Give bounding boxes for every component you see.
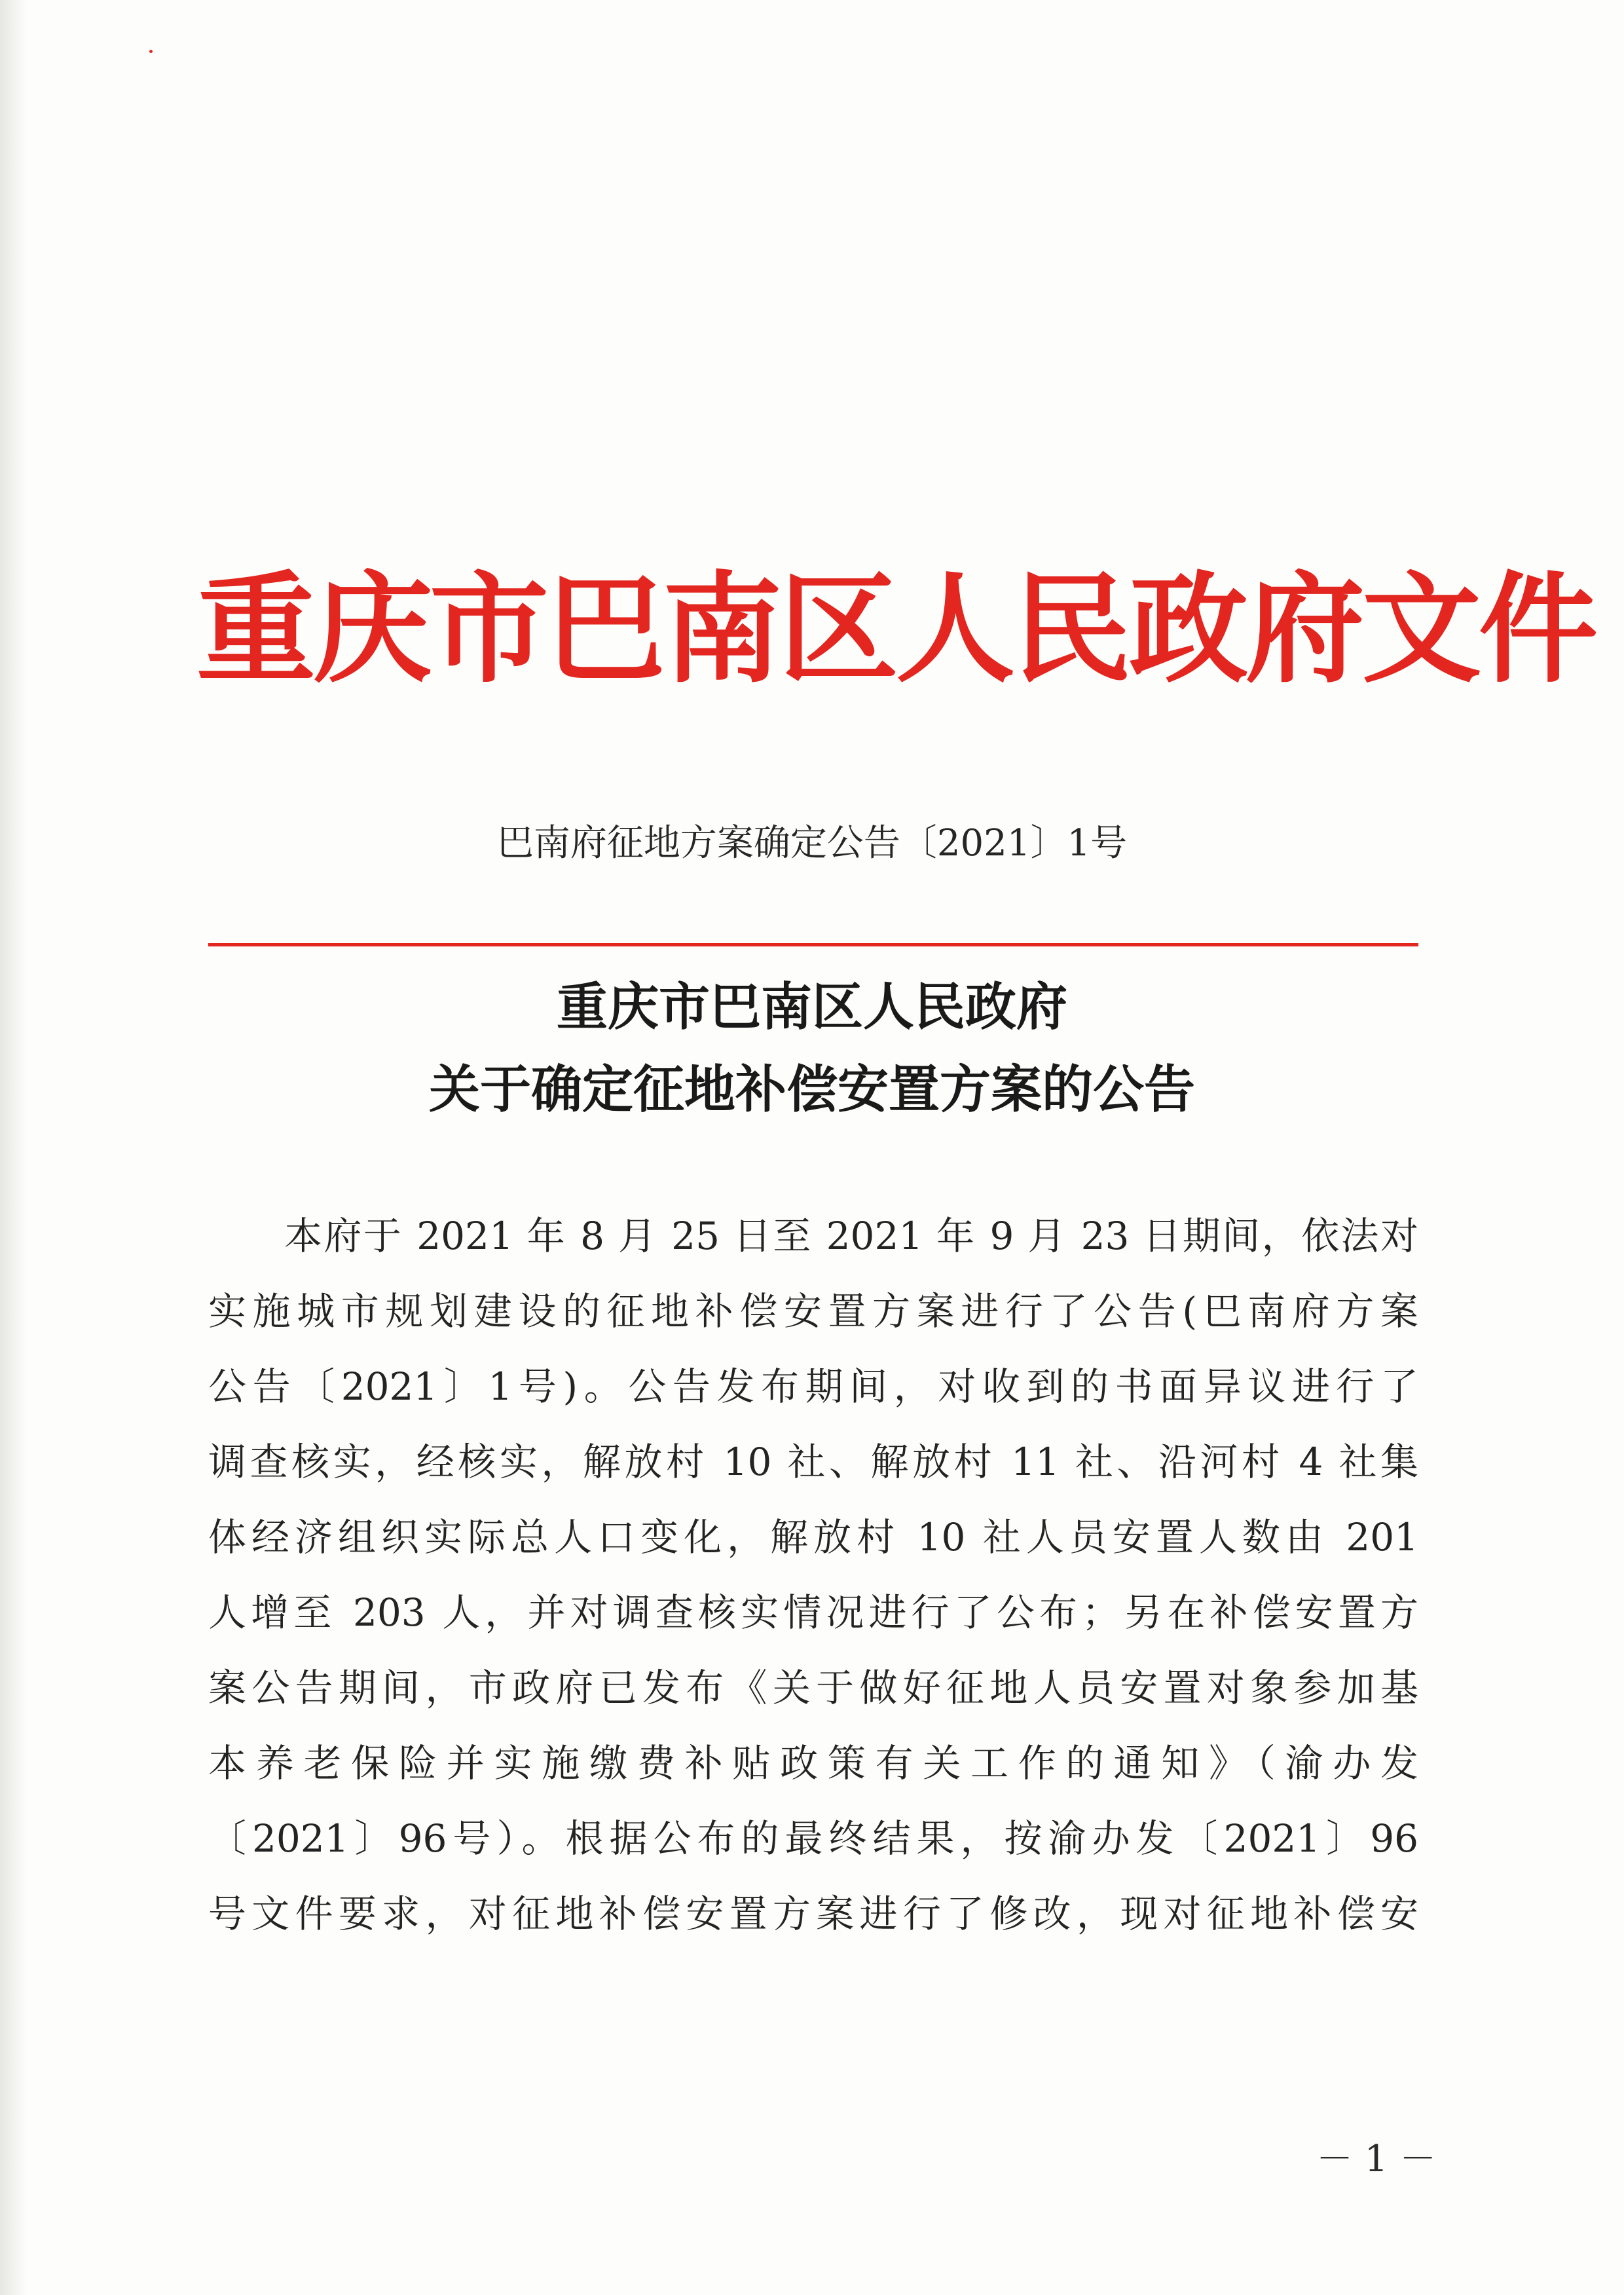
red-divider-line (208, 943, 1418, 946)
body-line-10: 号文件要求，对征地补偿安置方案进行了修改，现对征地补偿安 (208, 1892, 1418, 1936)
body-line-5: 体经济组织实际总人口变化，解放村 10 社人员安置人数由 201 (208, 1515, 1418, 1559)
ink-speck (149, 50, 153, 53)
body-line-3: 公告〔2021〕1号)。公告发布期间，对收到的书面异议进行了 (208, 1364, 1418, 1409)
body-line-4: 调查核实，经核实，解放村 10 社、解放村 11 社、沿河村 4 社集 (208, 1440, 1418, 1484)
scan-shadow (0, 0, 26, 2295)
body-line-6: 人增至 203 人，并对调查核实情况进行了公布；另在补偿安置方 (208, 1590, 1418, 1635)
body-line-2: 实施城市规划建设的征地补偿安置方案进行了公告(巴南府方案 (208, 1289, 1418, 1334)
title-line-1: 重庆市巴南区人民政府 (556, 978, 1067, 1037)
document-number: 巴南府征地方案确定公告〔2021〕1号 (496, 822, 1128, 865)
body-line-7: 案公告期间，市政府已发布《关于做好征地人员安置对象参加基 (208, 1666, 1418, 1710)
document-title (196, 966, 1428, 1131)
body-paragraph (208, 1199, 1418, 1952)
body-line-8: 本养老保险并实施缴费补贴政策有关工作的通知》（渝办发 (208, 1741, 1418, 1785)
page-number: － 1 － (1316, 2138, 1437, 2180)
body-line-1: 本府于 2021 年 8 月 25 日至 2021 年 9 月 23 日期间，依法对 (284, 1214, 1418, 1258)
body-line-9: 〔2021〕96号）。根据公布的最终结果，按渝办发〔2021〕96 (208, 1816, 1418, 1861)
title-line-2: 关于确定征地补偿安置方案的公告 (428, 1060, 1195, 1119)
document-masthead: 重庆市巴南区人民政府文件 (196, 559, 1595, 699)
